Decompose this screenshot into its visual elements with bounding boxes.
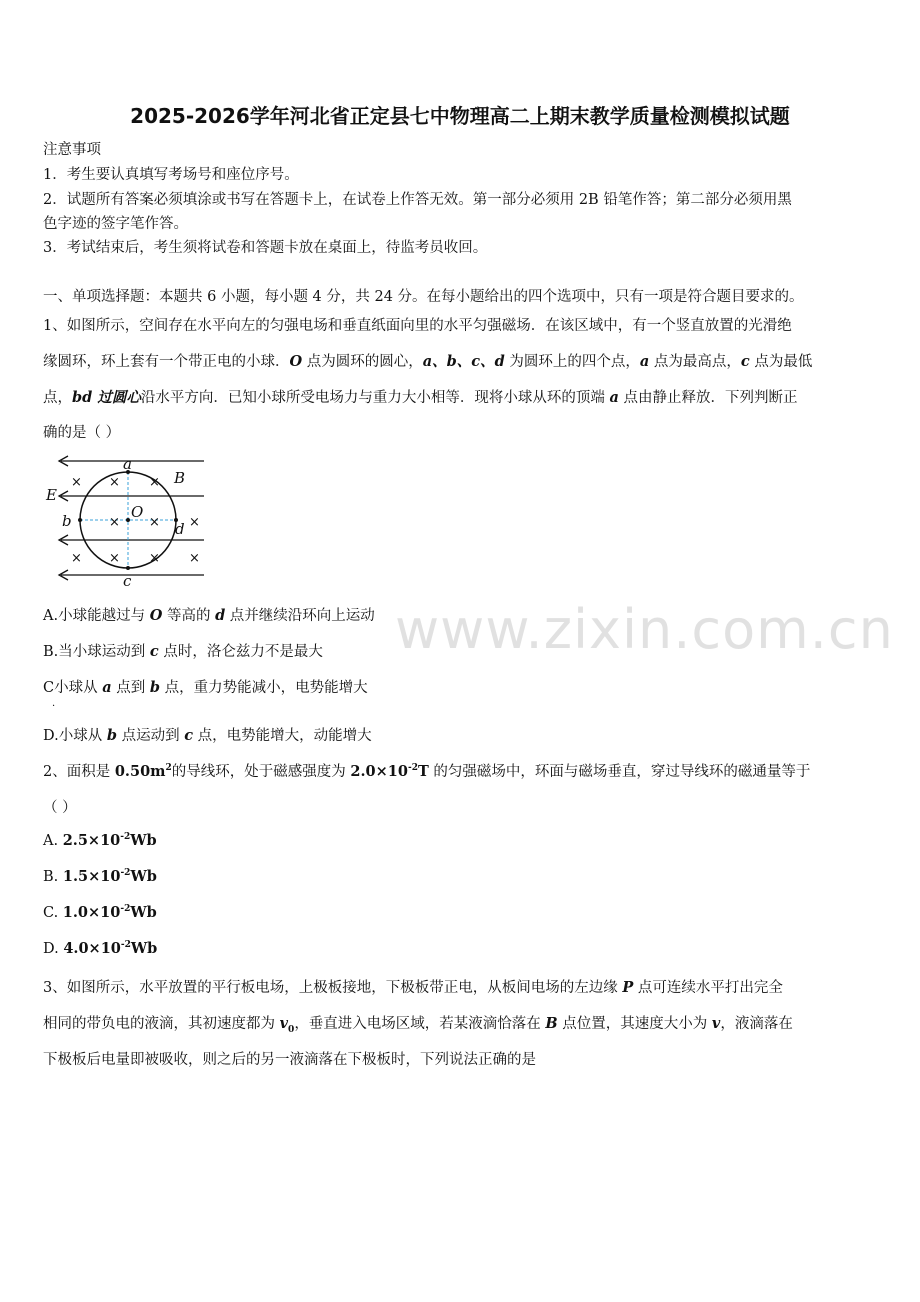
point-c	[126, 566, 130, 570]
label-d: d	[175, 520, 185, 538]
q2-option-c[interactable]: C. $1.0\times 10^{-2}Wb$	[43, 904, 157, 921]
q1-line-1: 1、如图所示，空间存在水平向左的匀强电场和垂直纸面向里的水平匀强磁场．在该区域中，有一个竖直放置的光滑绝	[43, 318, 792, 334]
label-b: b	[62, 512, 72, 530]
notice-item-1: 1．考生要认真填写考场号和座位序号。	[43, 167, 299, 183]
notice-item-3: 3．考试结束后，考生须将试卷和答题卡放在桌面上，待监考员收回。	[43, 240, 488, 256]
label-c: c	[123, 572, 132, 590]
stray-dot: ·	[52, 701, 56, 712]
cross-mark: ×	[109, 475, 120, 490]
cross-mark: ×	[71, 475, 82, 490]
q3-line-3: 下极板后电量即被吸收，则之后的另一液滴落在下极板时，下列说法正确的是	[43, 1052, 536, 1068]
q1-option-d[interactable]: D.小球从 b 点运动到 c 点，电势能增大，动能增大	[43, 727, 372, 744]
q3-line-1: 3、如图所示，水平放置的平行板电场，上极板接地，下极板带正电，从板间电场的左边缘 P 点可连续水平打出完全	[43, 979, 783, 996]
notice-item-2: 2．试题所有答案必须填涂或书写在答题卡上，在试卷上作答无效。第一部分必须用 2B 铅笔作答；第二部分必须用黑	[43, 192, 792, 208]
cross-mark: ×	[189, 515, 200, 530]
q1-option-b[interactable]: B.当小球运动到 c 点时，洛仑兹力不是最大	[43, 643, 323, 660]
label-E: E	[46, 486, 57, 504]
q1-option-a[interactable]: A.小球能越过与 O 等高的 d 点并继续沿环向上运动	[43, 607, 375, 624]
cross-mark: ×	[189, 551, 200, 566]
q3-line-2: 相同的带负电的液滴，其初速度都为 $v_0$，垂直进入电场区域，若某液滴恰落在 B 点位置，其速度大小为 v，液滴落在	[43, 1015, 793, 1035]
q2-paren: （ ）	[43, 800, 77, 816]
cross-mark: ×	[149, 515, 160, 530]
section-heading: 一、单项选择题：本题共 6 小题，每小题 4 分，共 24 分。在每小题给出的四个选项中，只有一项是符合题目要求的。	[43, 289, 804, 305]
cross-mark: ×	[109, 551, 120, 566]
label-a: a	[123, 455, 132, 473]
cross-mark: ×	[109, 515, 120, 530]
point-b	[78, 518, 82, 522]
notice-heading: 注意事项	[43, 142, 101, 158]
cross-mark: ×	[149, 551, 160, 566]
label-O: O	[131, 503, 144, 521]
q2-option-b[interactable]: B. $1.5\times 10^{-2}Wb$	[43, 868, 157, 885]
notice-item-2-cont: 色字迹的签字笔作答。	[43, 216, 188, 232]
q2-option-d[interactable]: D. $4.0\times 10^{-2}Wb$	[43, 940, 158, 957]
exam-title: 2025-2026学年河北省正定县七中物理高二上期末教学质量检测模拟试题	[130, 104, 790, 128]
point-O	[126, 518, 130, 522]
watermark: www.zixin.com.cn	[395, 598, 894, 661]
q2-stem: 2、面积是 $0.50m^2$的导线环，处于磁感强度为 $2.0\times 10^{-2}T$ 的匀强磁场中，环面与磁场垂直，穿过导线环的磁通量等于	[43, 763, 811, 780]
q1-line-4: 确的是（ ）	[43, 425, 121, 441]
q1-line-3: 点，bd 过圆心沿水平方向．已知小球所受电场力与重力大小相等．现将小球从环的顶端 a 点由静止释放．下列判断正	[43, 389, 798, 406]
cross-mark: ×	[149, 475, 160, 490]
q1-option-c[interactable]: C小球从 a 点到 b 点，重力势能减小，电势能增大	[43, 679, 368, 696]
q2-option-a[interactable]: A. $2.5\times 10^{-2}Wb$	[43, 832, 157, 849]
q1-figure	[44, 455, 209, 590]
label-B: B	[174, 469, 186, 487]
cross-mark: ×	[71, 551, 82, 566]
q1-line-2: 缘圆环，环上套有一个带正电的小球．O 点为圆环的圆心，a、b、c、d 为圆环上的四个点，a 点为最高点，c 点为最低	[43, 353, 813, 370]
